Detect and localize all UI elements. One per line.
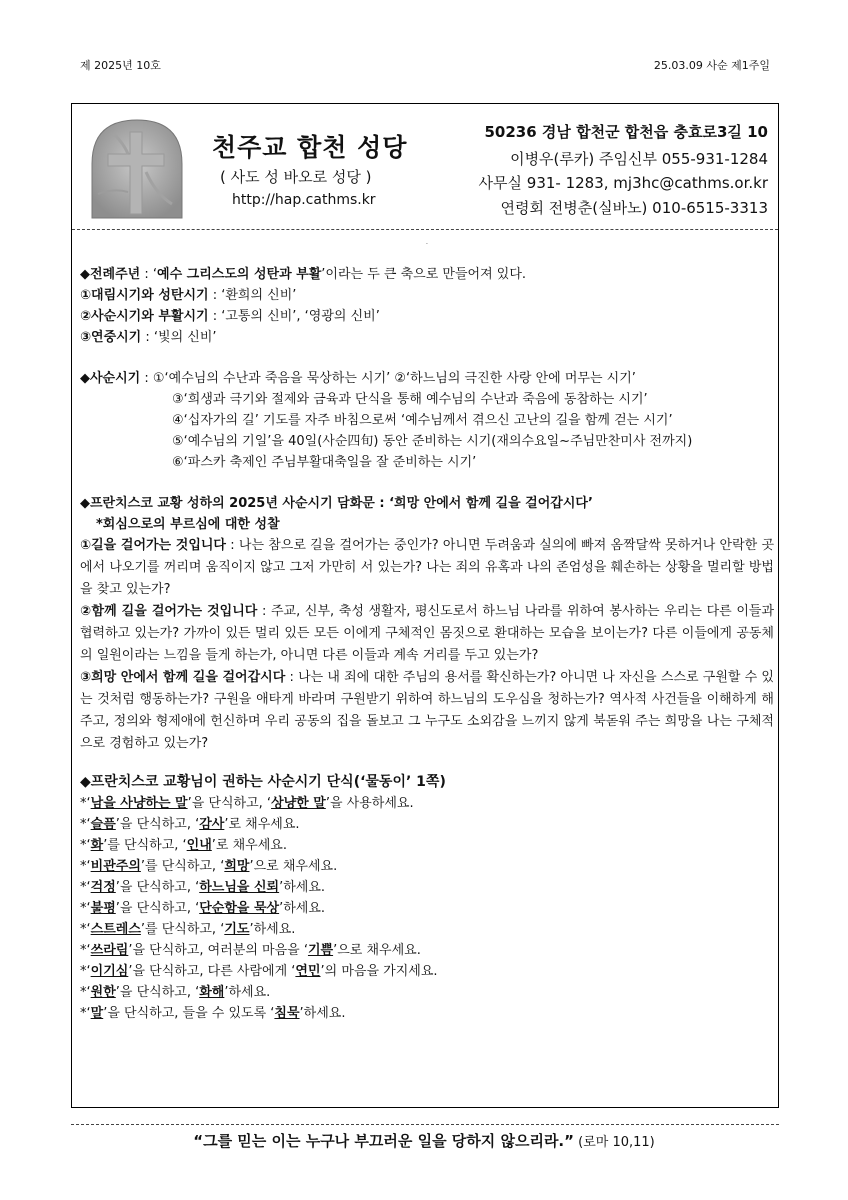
- footer-quote: “그를 믿는 이는 누구나 부끄러운 일을 당하지 않으리라.” (로마 10,11): [193, 1132, 655, 1150]
- lent-item: ③‘희생과 극기와 절제와 금육과 단식을 통해 예수님의 수난과 죽음에 동참하는 시기’: [172, 392, 648, 407]
- fasting-section: [80, 772, 774, 1024]
- issue-number: 제 2025년 10호: [80, 59, 161, 72]
- lent-section: [80, 368, 774, 473]
- fasting-item: *‘남을 사냥하는 말’을 단식하고, ‘상냥한 말’을 사용하세요.: [80, 796, 414, 811]
- fasting-title: ◆프란치스코 교황님이 권하는 사순시기 단식(‘물동이’ 1쪽): [80, 774, 446, 790]
- fasting-item: *‘슬픔’을 단식하고, ‘감사’로 채우세요.: [80, 817, 300, 832]
- bulletin-frame: 천주교 합천 성당 ( 사도 성 바오로 성당 ) http://hap.cathms.kr 50236 경남 합천군 합천읍 충효로3길 10 이병우(루카) 주임신부 055-931-1284 사무실 931- 1283, mj3hc@cathms.or.kr 연령회 전병춘(실바노) 010-6515-3313 · ◆전례주년 : ‘예수 그리스도의 성탄과 부활’이라는 두 큰 축으로 만들어져 있다. ①대림시기와 성탄시기 : ‘환희의 신비’ ②사순시기와 부활시기 : ‘고통의 신비’, ‘영광의 신비’ ③연중시기 : ‘빛의 신비’ ◆사순시기 : ①‘예수님의 수난과 죽음을 묵상하는 시기’ ②‘하느님의 극진한 사랑 안에 머무는 시기’ ③‘희생과 극기와 절제와 금육과 단식을 통해 예수님의 수난과 죽음에 동참하는 시기’ ④‘십자가의 길’ 기도를 자주 바침으로써 ‘예수님께서 겪으신 고난의 길을 함께 걷는 시기’ ⑤‘예수님의 기일’을 40일(사순四旬) 동안 준비하는 시기(재의수요일~주님만찬미사 전까지) ⑥‘파스카 축제인 주님부활대축일을 잘 준비하는 시기’ ◆프란치스코 교황 성하의 2025년 사순시기 담화문 : ‘희망 안에서 함께 길을 걸어갑시다’ *회심으로의 부르심에 대한 성찰 ①길을 걸어가는 것입니다 : 나는 참으로 길을 걸어가는 중인가? 아니면 두려움과 실의에 빠져 옴짝달싹 못하거나 안락한 곳에서 나오기를 꺼리며 움직이지 않고 그저 가만히 서 있는가? 나는 죄의 유혹과 나의 존엄성을 훼손하는 상황을 멀리할 방법을 찾고 있는가? ②함께 길을 걸어가는 것입니다 : 주교, 신부, 축성 생활자, 평신도로서 하느님 나라를 위하여 봉사하는 우리는 다른 이들과 협력하고 있는가? 가까이 있든 멀리 있든 모든 이에게 구체적인 몸짓으로 환대하는 모습을 보이는가? 다른 이들에게 공동체의 일원이라는 느낌을 들게 하는가, 아니면 다른 이들과 계속 거리를 두고 있는가? ③희망 안에서 함께 길을 걸어갑시다 : 나는 내 죄에 대한 주님의 용서를 확신하는가? 아니면 나 자신을 스스로 구원할 수 있는 것처럼 행동하는가? 구원을 애타게 바라며 구원받기 위하여 하느님의 도우심을 청하는가? 역사적 사건들을 이해하게 해 주고, 정의와 형제애에 헌신하며 우리 공동의 집을 돌보고 그 누구도 소외감을 느끼지 않게 북돋워 주는 희망을 나는 구체적으로 경험하고 있는가? ◆프란치스코 교황님이 권하는 사순시기 단식(‘물동이’ 1쪽) *‘남을 사냥하는 말’을 단식하고, ‘상냥한 말’을 사용하세요. *‘슬픔’을 단식하고, ‘감사’로 채우세요. *‘화’를 단식하고, ‘인내’로 채우세요. *‘비관주의’를 단식하고, ‘희망’으로 채우세요. *‘걱정’을 단식하고, ‘하느님을 신뢰’하세요. *‘불평’을 단식하고, ‘단순함을 묵상’하세요. *‘스트레스’를 단식하고, ‘기도’하세요. *‘쓰라림’을 단식하고, 여러분의 마음을 ‘기쁨’으로 채우세요. *‘이기심’을 단식하고, 다른 사람에게 ‘연민’의 마음을 가지세요. *‘원한’을 단식하고, ‘화해’하세요. *‘말’을 단식하고, 들을 수 있도록 ‘침묵’하세요.: [71, 103, 779, 1108]
- lent-title: ◆사순시기 : ①‘예수님의 수난과 죽음을 묵상하는 시기’ ②‘하느님의 극진한 사랑 안에 머무는 시기’: [80, 371, 636, 386]
- fasting-item: *‘원한’을 단식하고, ‘화해’하세요.: [80, 985, 271, 1000]
- church-subtitle: ( 사도 성 바오로 성당 ): [220, 168, 372, 186]
- message-subtitle: *회심으로의 부르심에 대한 성찰: [96, 517, 280, 532]
- lent-item: ④‘십자가의 길’ 기도를 자주 바침으로써 ‘예수님께서 겪으신 고난의 길을 함께 걷는 시기’: [172, 413, 673, 428]
- lent-item: ⑥‘파스카 축제인 주님부활대축일을 잘 준비하는 시기’: [172, 455, 477, 470]
- lent-item: ⑤‘예수님의 기일’을 40일(사순四旬) 동안 준비하는 시기(재의수요일~주님만찬미사 전까지): [172, 434, 693, 449]
- council-contact: 연령회 전병춘(실바노) 010-6515-3313: [500, 199, 768, 217]
- fasting-item: *‘이기심’을 단식하고, 다른 사람에게 ‘연민’의 마음을 가지세요.: [80, 964, 438, 979]
- fasting-item: *‘비관주의’를 단식하고, ‘희망’으로 채우세요.: [80, 859, 338, 874]
- footer-divider: [71, 1124, 779, 1125]
- church-name: 천주교 합천 성당: [212, 133, 408, 162]
- liturgy-item: ③연중시기 : ‘빛의 신비’: [80, 330, 217, 345]
- fasting-item: *‘쓰라림’을 단식하고, 여러분의 마음을 ‘기쁨’으로 채우세요.: [80, 943, 421, 958]
- liturgy-item: ①대림시기와 성탄시기 : ‘환희의 신비’: [80, 288, 297, 303]
- church-address: 50236 경남 합천군 합천읍 충효로3길 10: [484, 123, 768, 141]
- church-url[interactable]: http://hap.cathms.kr: [232, 192, 376, 208]
- church-logo-icon: [84, 114, 190, 220]
- message-point: ①길을 걸어가는 것입니다 : 나는 참으로 길을 걸어가는 중인가? 아니면 두려움과 실의에 빠져 옴짝달싹 못하거나 안락한 곳에서 나오기를 꺼리며 움직이지 않고 그저 가만히 서 있는가? 나는 죄의 유혹과 나의 존엄성을 훼손하는 상황을 멀리할 방법을 찾고 있는가?: [80, 538, 774, 597]
- message-point: ③희망 안에서 함께 길을 걸어갑시다 : 나는 내 죄에 대한 주님의 용서를 확신하는가? 아니면 나 자신을 스스로 구원할 수 있는 것처럼 행동하는가? 구원을 애타게 바라며 구원받기 위하여 하느님의 도우심을 청하는가? 역사적 사건들을 이해하게 해 주고, 정의와 형제애에 헌신하며 우리 공동의 집을 돌보고 그 누구도 소외감을 느끼지 않게 북돋워 주는 희망을 나는 구체적으로 경험하고 있는가?: [80, 670, 774, 751]
- bulletin-body: [80, 264, 774, 1024]
- liturgy-section: [80, 264, 774, 348]
- bulletin-header: [72, 104, 778, 230]
- fasting-item: *‘스트레스’를 단식하고, ‘기도’하세요.: [80, 922, 296, 937]
- pastor-contact: 이병우(루카) 주임신부 055-931-1284: [510, 150, 768, 168]
- message-title: ◆프란치스코 교황 성하의 2025년 사순시기 담화문 : ‘희망 안에서 함께 길을 걸어갑시다’: [80, 496, 593, 511]
- liturgy-item: ②사순시기와 부활시기 : ‘고통의 신비’, ‘영광의 신비’: [80, 309, 380, 324]
- fasting-item: *‘말’을 단식하고, 들을 수 있도록 ‘침묵’하세요.: [80, 1006, 346, 1021]
- bulletin-date: 25.03.09 사순 제1주일: [653, 59, 770, 72]
- liturgy-title: ◆전례주년 : ‘예수 그리스도의 성탄과 부활’이라는 두 큰 축으로 만들어져 있다.: [80, 267, 527, 282]
- lent-message-section: [80, 493, 774, 755]
- office-contact: 사무실 931- 1283, mj3hc@cathms.or.kr: [478, 174, 768, 192]
- fasting-item: *‘화’를 단식하고, ‘인내’로 채우세요.: [80, 838, 287, 853]
- fasting-item: *‘걱정’을 단식하고, ‘하느님을 신뢰’하세요.: [80, 880, 326, 895]
- message-point: ②함께 길을 걸어가는 것입니다 : 주교, 신부, 축성 생활자, 평신도로서 하느님 나라를 위하여 봉사하는 우리는 다른 이들과 협력하고 있는가? 가까이 있든 멀리 있든 모든 이에게 구체적인 몸짓으로 환대하는 모습을 보이는가? 다른 이들에게 공동체의 일원이라는 느낌을 들게 하는가, 아니면 다른 이들과 계속 거리를 두고 있는가?: [80, 604, 774, 663]
- fasting-item: *‘불평’을 단식하고, ‘단순함을 묵상’하세요.: [80, 901, 326, 916]
